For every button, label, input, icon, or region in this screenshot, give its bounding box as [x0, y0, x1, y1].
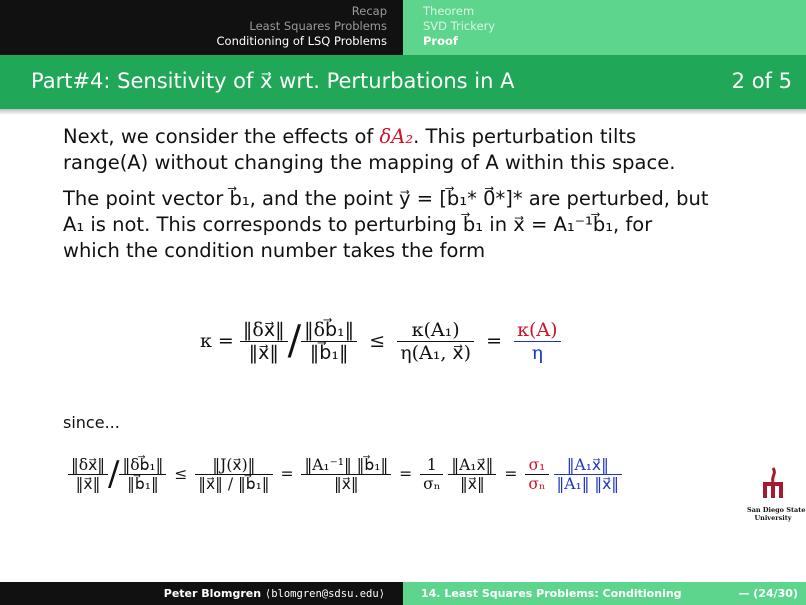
- fraction-numerator: ‖δb⃗₁‖: [119, 456, 166, 475]
- header-navigation: [0, 0, 806, 55]
- relative-b-fraction: [119, 456, 166, 493]
- nav-item-proof[interactable]: Proof: [423, 34, 458, 48]
- paragraph-2-line-1: The point vector b⃗₁, and the point y⃗ = [b⃗₁* 0⃗*]* are perturbed, but: [63, 187, 709, 210]
- kappa-a-over-eta: [514, 319, 560, 364]
- fraction-numerator: κ(A₁): [397, 319, 474, 342]
- nav-item-recap[interactable]: Recap: [351, 4, 387, 18]
- nav-item-theorem[interactable]: Theorem: [423, 4, 475, 18]
- equals-sign: =: [486, 330, 503, 352]
- sdsu-logo: [747, 466, 806, 566]
- nav-item-svd-trickery[interactable]: SVD Trickery: [423, 19, 496, 33]
- footer-section-block: [403, 582, 806, 605]
- slide-title: Part#4: Sensitivity of x⃗ wrt. Perturbations in A: [31, 69, 515, 93]
- fraction-numerator: ‖A₁x⃗‖: [554, 456, 623, 475]
- paragraph-2: [63, 186, 753, 264]
- fraction-denominator: ‖x⃗‖: [248, 341, 279, 364]
- a1x-over-x: [448, 456, 496, 493]
- paragraph-1-text-c: range(A) without changing the mapping of A within this space.: [63, 151, 676, 174]
- sdsu-emblem-icon: [758, 466, 788, 502]
- eta-fraction: [554, 456, 623, 493]
- fraction-numerator: κ(A): [514, 319, 560, 342]
- fraction-denominator: ‖x⃗‖ / ‖b⃗₁‖: [198, 474, 270, 493]
- equals-sign: =: [399, 465, 413, 483]
- relative-x-fraction: [240, 319, 288, 364]
- sigma-ratio: [525, 456, 548, 493]
- fraction-numerator: ‖A₁x⃗‖: [448, 456, 496, 475]
- section-nav: [0, 0, 403, 55]
- slide-title-bar: [0, 55, 806, 109]
- footer: [0, 582, 806, 605]
- fraction-denominator: ‖b⃗₁‖: [309, 341, 349, 364]
- paragraph-1: [63, 124, 753, 176]
- leq-sign: ≤: [174, 465, 188, 483]
- footer-author: Peter Blomgren: [163, 587, 262, 600]
- paragraph-2-line-2: A₁ is not. This corresponds to perturbing b⃗₁ in x⃗ = A₁⁻¹b⃗₁, for: [63, 213, 653, 236]
- fraction-denominator: ‖x⃗‖: [460, 474, 485, 493]
- since-equation: [68, 454, 622, 494]
- fraction-denominator: σₙ: [528, 474, 546, 493]
- fraction-denominator: ‖x⃗‖: [333, 474, 359, 493]
- relative-x-fraction: [68, 456, 108, 493]
- nav-item-least-squares[interactable]: Least Squares Problems: [249, 19, 387, 33]
- fraction-denominator: ‖b⃗₁‖: [127, 474, 159, 493]
- footer-author-block: [0, 582, 403, 605]
- title-shadow: [0, 109, 806, 115]
- subsection-nav: [403, 0, 806, 55]
- delta-a2: δA₂: [379, 125, 414, 148]
- condition-number-equation: [200, 318, 561, 364]
- footer-email[interactable]: ⟨blomgren@sdsu.edu⟩: [264, 587, 385, 600]
- fraction-denominator: η(A₁, x⃗): [400, 341, 472, 364]
- one-over-sigma-n: [420, 456, 443, 493]
- division-slash: /: [287, 318, 302, 364]
- footer-section-title[interactable]: 14. Least Squares Problems: Conditioning: [421, 587, 682, 600]
- paragraph-2-line-3: which the condition number takes the form: [63, 239, 486, 262]
- footer-page-numbers: — (24/30): [738, 587, 798, 600]
- fraction-numerator: ‖δb⃗₁‖: [301, 319, 357, 342]
- division-slash: /: [108, 454, 120, 494]
- leq-sign: ≤: [369, 330, 386, 352]
- kappa-lhs: κ =: [200, 330, 234, 352]
- equals-sign: =: [280, 465, 294, 483]
- fraction-numerator: ‖A₁⁻¹‖ ‖b⃗₁‖: [301, 456, 391, 475]
- fraction-numerator: 1: [420, 456, 443, 475]
- slide-body: [63, 124, 753, 264]
- fraction-numerator: ‖J(x⃗)‖: [195, 456, 272, 475]
- logo-line-2: University: [754, 514, 792, 522]
- relative-b-fraction: [301, 319, 357, 364]
- fraction-denominator: σₙ: [423, 474, 441, 493]
- fraction-denominator: ‖x⃗‖: [75, 474, 101, 493]
- jacobian-fraction: [195, 456, 272, 493]
- paragraph-1-text-a: Next, we consider the effects of: [63, 125, 380, 148]
- kappa-eta-fraction: [397, 319, 474, 364]
- since-label: since...: [63, 413, 120, 432]
- fraction-denominator: ‖A₁‖ ‖x⃗‖: [556, 474, 620, 493]
- fraction-numerator: ‖δx⃗‖: [240, 319, 288, 342]
- inverse-norm-fraction: [301, 456, 391, 493]
- paragraph-1-text-b: . This perturbation tilts: [413, 125, 637, 148]
- fraction-numerator: σ₁: [525, 456, 548, 475]
- nav-item-conditioning[interactable]: Conditioning of LSQ Problems: [216, 34, 387, 48]
- fraction-denominator: η: [531, 341, 543, 364]
- slide-page-counter: 2 of 5: [731, 69, 792, 93]
- logo-line-1: San Diego State: [747, 506, 806, 514]
- equals-sign: =: [504, 465, 518, 483]
- fraction-numerator: ‖δx⃗‖: [68, 456, 108, 475]
